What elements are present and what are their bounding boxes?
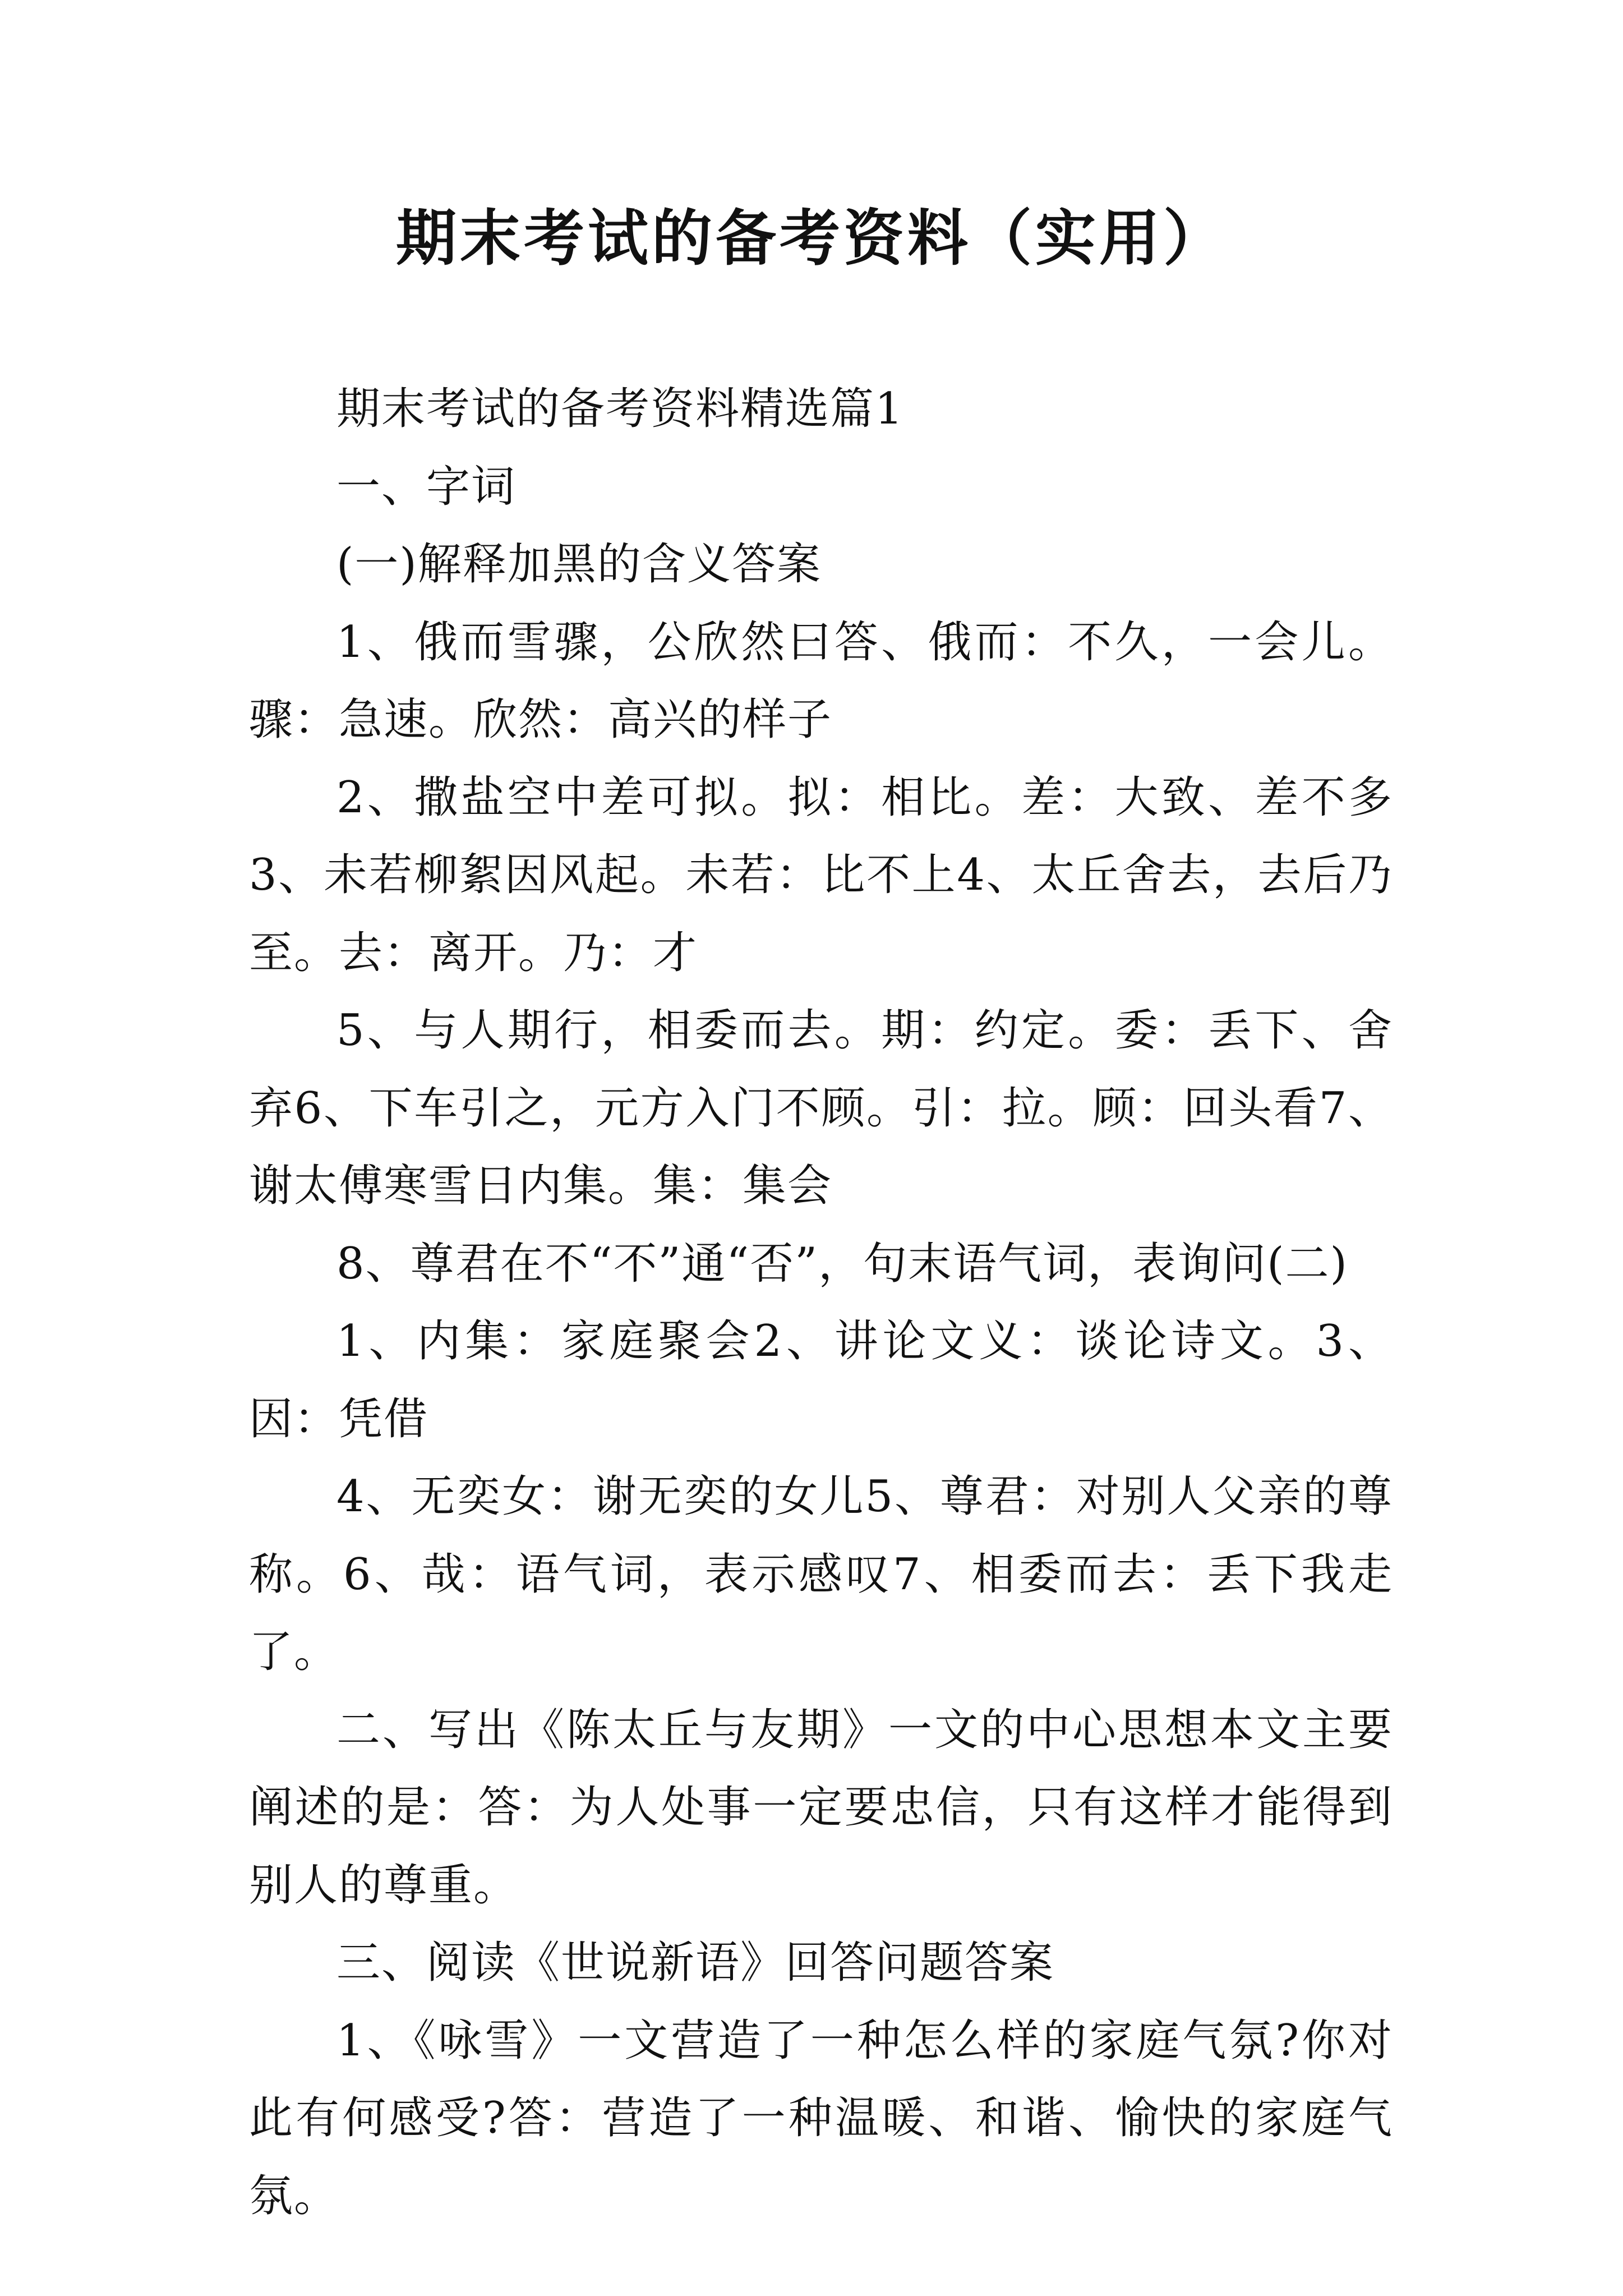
section-heading: 期末考试的备考资料精选篇1 [336,384,904,434]
body-paragraph: 8、尊君在不“不”通“否”，句末语气词，表询问(二) [336,1238,1348,1289]
body-paragraph: 1、《咏雪》一文营造了一种怎么样的家庭气氛?你对此有何感受?答：营造了一种温暖、和谐、愉快的家庭气氛。 [249,2015,1393,2221]
body-paragraph: 4、无奕女：谢无奕的女儿5、尊君：对别人父亲的尊称。6、哉：语气词，表示感叹7、相委而去：丢下我走了。 [249,1471,1393,1677]
subpart-heading: (一)解释加黑的含义答案 [336,539,822,590]
body-paragraph: 二、写出《陈太丘与友期》一文的中心思想本文主要阐述的是：答：为人处事一定要忠信，只有这样才能得到别人的尊重。 [249,1704,1393,1911]
part-heading-vocabulary: 一、字词 [336,461,517,512]
body-paragraph: 2、撒盐空中差可拟。拟：相比。差：大致、差不多3、未若柳絮因风起。未若：比不上4、太丘舍去，去后乃至。去：离开。乃：才 [249,772,1393,978]
part-heading-reading: 三、阅读《世说新语》回答问题答案 [336,1938,1055,1988]
body-paragraph: 1、内集：家庭聚会2、讲论文义：谈论诗文。3、因：凭借 [249,1316,1393,1444]
body-paragraph: 5、与人期行，相委而去。期：约定。委：丢下、舍弃6、下车引之，元方入门不顾。引：拉。顾：回头看7、谢太傅寒雪日内集。集：集会 [249,1005,1393,1211]
body-paragraph: 1、俄而雪骤，公欣然曰答、俄而：不久，一会儿。骤：急速。欣然：高兴的样子 [249,616,1393,745]
document-title: 期末考试的备考资料（实用） [395,203,1227,274]
document-body [249,370,1393,2235]
